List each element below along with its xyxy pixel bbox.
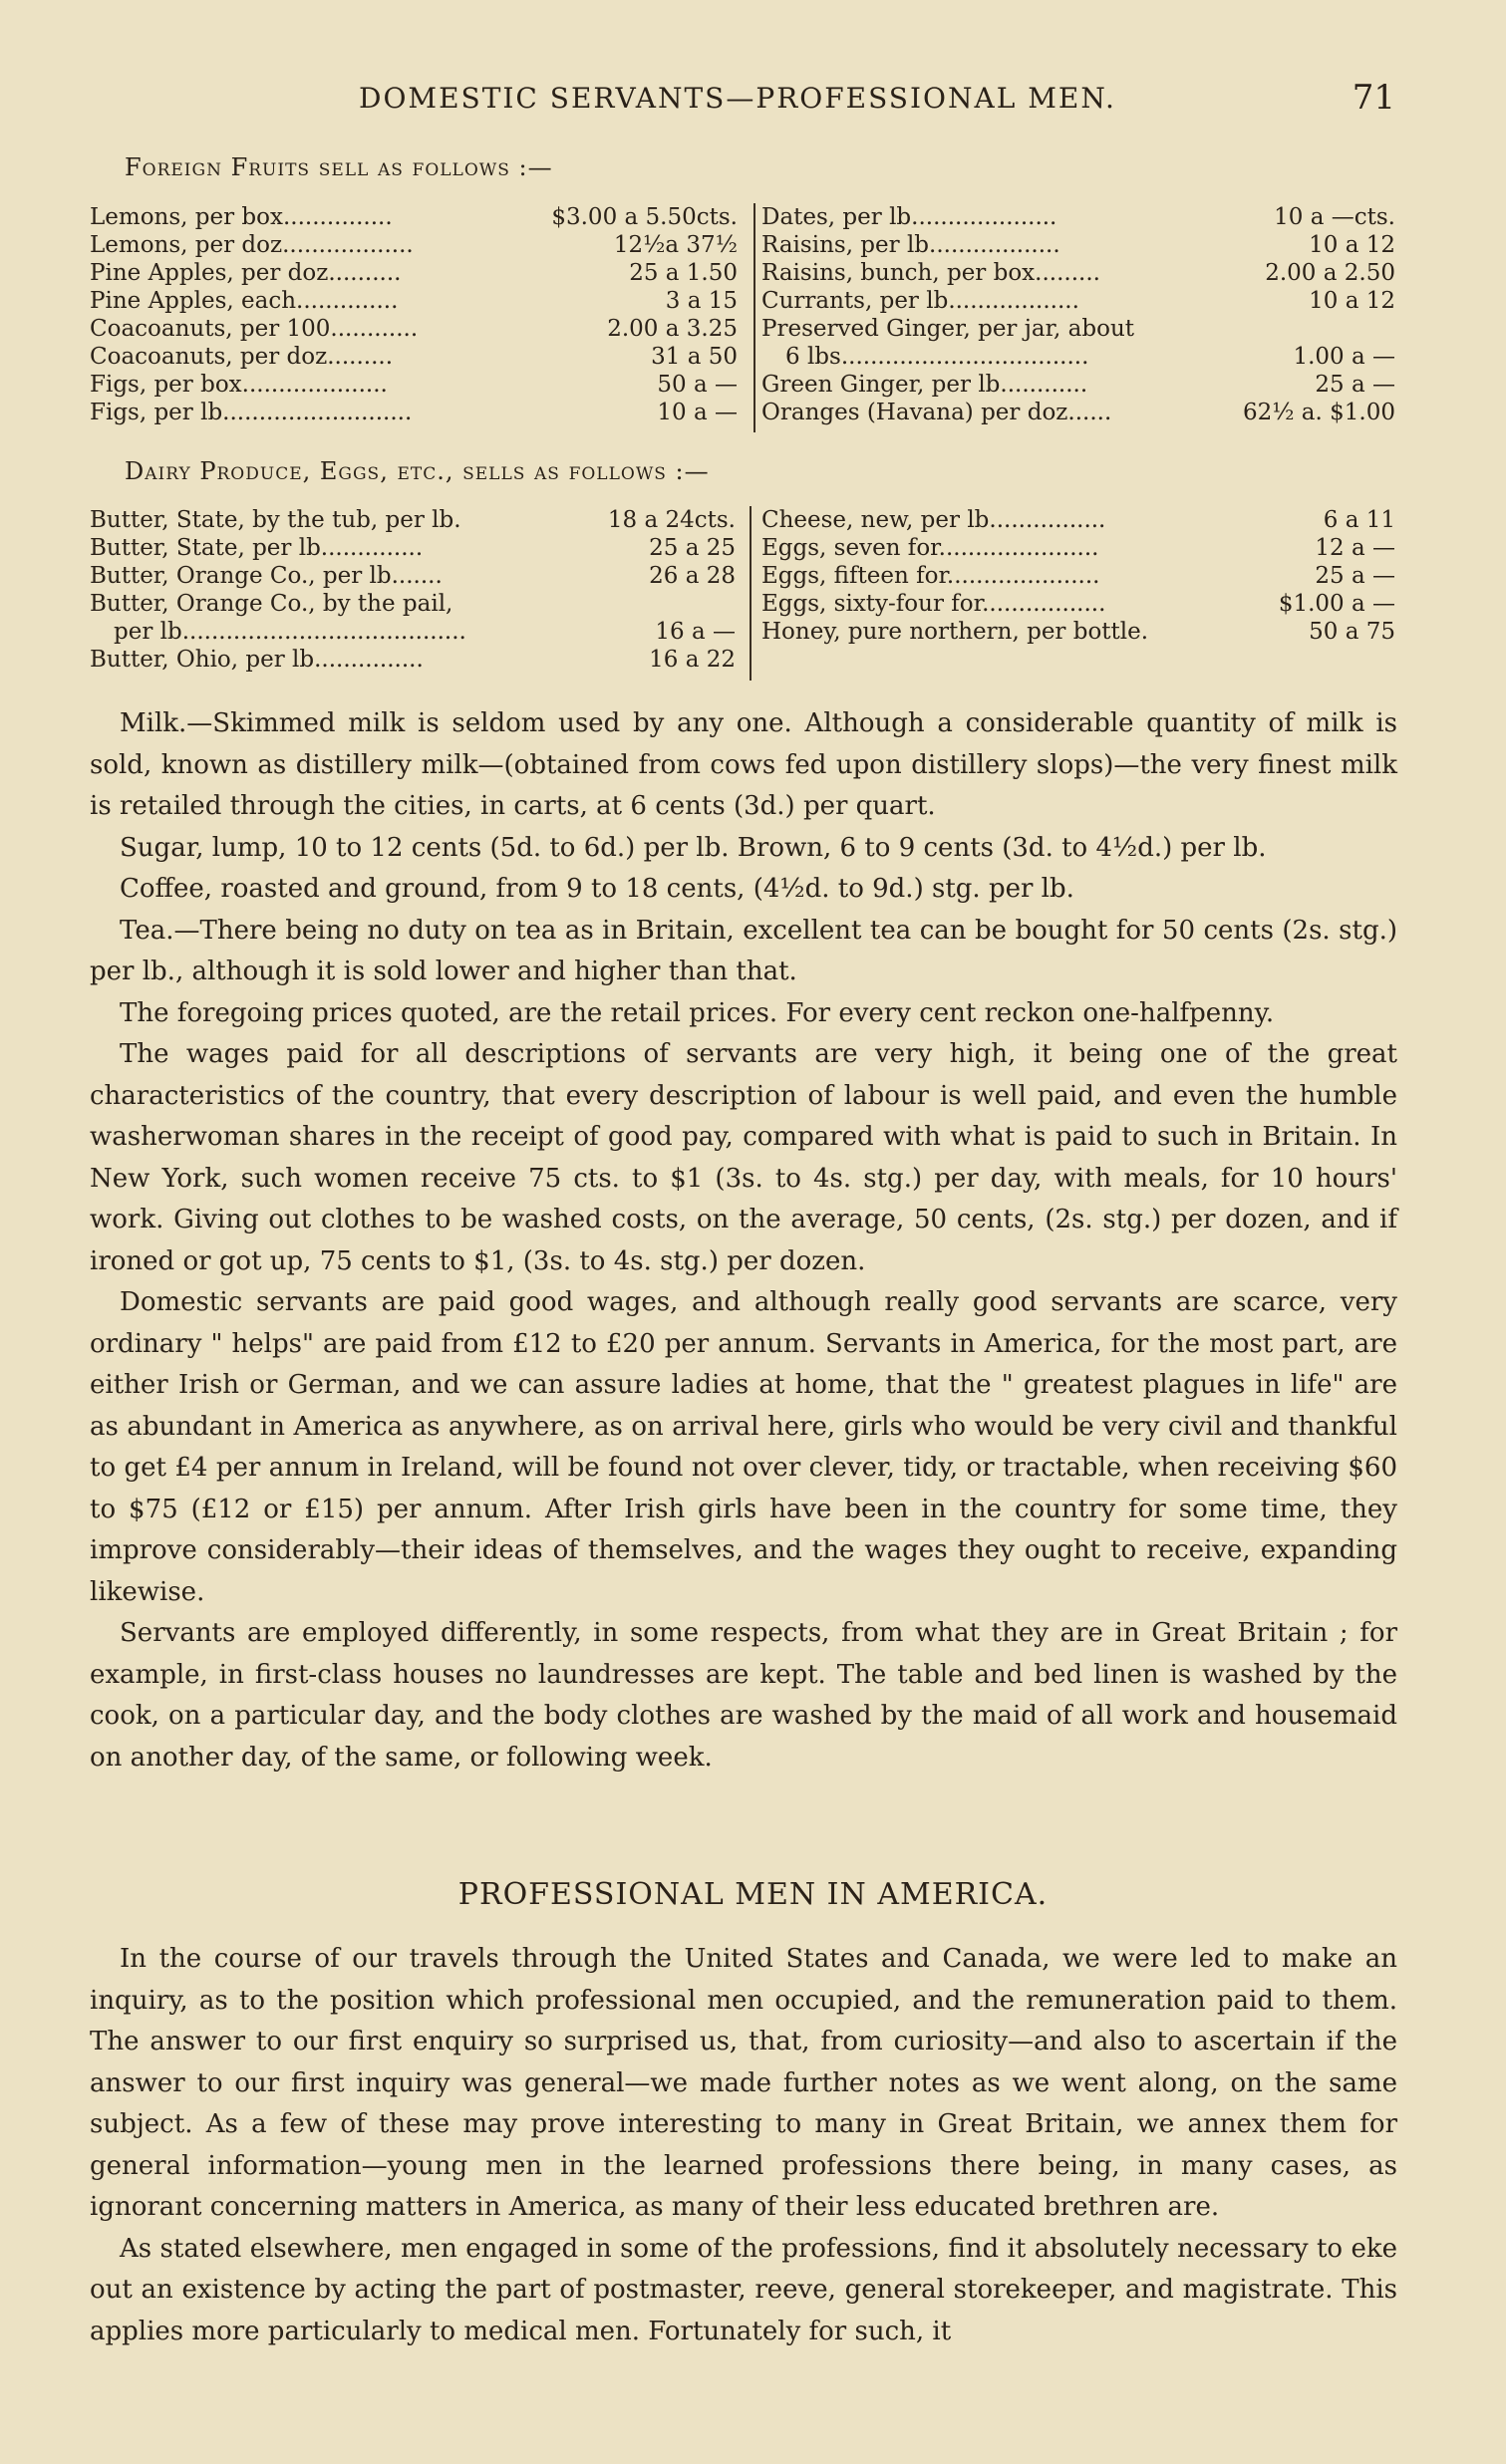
paragraph-travels: In the course of our travels through the United States and Canada, we were led to make an inquiry, as to the position which professional men occupied, and the remuneration paid to them. The answer to our first enquiry so surprised us, that, from curiosity—and also to ascertain if the answer to our first inquiry was general—we made further notes as we went along, on the same subject. As a few of these may prove interesting to many in Great Britain, we annex them for general information—young men in the learned professions there being, in many cases, as ignorant concerning matters in America, as many of their less educated brethren are. [90,1944,1397,2222]
foreign-fruits-table [90,203,1405,434]
price-row [90,231,738,259]
price-value: 3 a 15 [665,288,738,314]
paragraph-servants-employed: Servants are employed differently, in some respects, from what they are in Great Britain ; for example, in first-class houses no laundresses are kept. The table and bed linen is washed by the cook, on a particular day, and the body clothes are washed by the maid of all work and housemaid on another day, of the same, or following week. [90,1618,1397,1773]
price-row [761,590,1395,618]
main-text [90,703,1397,1779]
price-item: Pine Apples, per doz.......... [90,260,402,286]
price-item: Pine Apples, each.............. [90,288,399,314]
price-item: Butter, State, by the tub, per lb. [90,507,461,533]
price-value: 10 a — [657,400,738,425]
price-item: Butter, State, per lb.............. [90,535,424,561]
section2-text [90,1939,1397,2352]
column-divider [753,203,755,432]
price-item: Lemons, per box............... [90,204,393,230]
price-item: 6 lbs.................................. [785,344,1089,370]
price-value: 2.00 a 3.25 [607,316,738,342]
price-row [761,562,1395,590]
price-value: 50 a 75 [1309,619,1395,645]
paragraph-professions: As stated elsewhere, men engaged in some of the professions, find it absolutely necessary to eke out an existence by acting the part of postmaster, reeve, general storekeeper, and magistrate. This applies more particularly to medical men. Fortunately for such, it [90,2233,1397,2346]
price-row [90,315,738,343]
price-value: 1.00 a — [1293,344,1395,370]
price-item: Figs, per lb.......................... [90,400,413,425]
price-item: Dates, per lb.................... [761,204,1057,230]
price-row [90,646,736,674]
foreign-fruits-right-column [761,203,1395,426]
price-item: Figs, per box.................... [90,372,388,398]
price-value: 12 a — [1315,535,1395,561]
running-head: DOMESTIC SERVANTS—PROFESSIONAL MEN. [359,82,1116,115]
price-row [90,534,736,562]
price-item: per lb....................................... [114,619,466,645]
price-item: Currants, per lb.................. [761,288,1079,314]
price-value: 2.00 a 2.50 [1265,260,1395,286]
paragraph-tea: Tea.—There being no duty on tea as in Britain, excellent tea can be bought for 50 cents (2s. stg.) per lb., although it is sold lower and higher than that. [90,915,1397,986]
price-value: $3.00 a 5.50cts. [551,204,738,230]
dairy-table [90,506,1405,681]
price-row [761,506,1395,534]
page-number: 71 [1352,78,1395,118]
price-value: 62½ a. $1.00 [1242,400,1395,425]
paragraph-sugar: Sugar, lump, 10 to 12 cents (5d. to 6d.) per lb. Brown, 6 to 9 cents (3d. to 4½d.) per lb. [120,832,1267,863]
price-value: 50 a — [657,372,738,398]
price-item: Coacoanuts, per 100............ [90,316,419,342]
price-row [90,562,736,590]
price-row [761,534,1395,562]
price-item: Eggs, seven for...................... [761,535,1099,561]
price-value: 25 a — [1315,372,1395,398]
page-header [90,78,1405,128]
price-value: 12½a 37½ [613,232,738,258]
dairy-caption: Dairy Produce, Eggs, etc., sells as follows :— [125,457,710,485]
price-item: Lemons, per doz.................. [90,232,414,258]
price-row [90,287,738,315]
price-value: 6 a 11 [1323,507,1395,533]
price-row [761,259,1395,287]
paragraph-domestic-servants: Domestic servants are paid good wages, and although really good servants are scarce, very ordinary " helps" are paid from £12 to £20 per annum. Servants in America, for the most part, are either Irish or German, and we can assure ladies at home, that the " greatest plagues in life" are as abundant in America as anywhere, as on arrival here, girls who would be very civil and thankful to get £4 per annum in Ireland, will be found not over clever, tidy, or tractable, when receiving $60 to $75 (£12 or £15) per annum. After Irish girls have been in the country for some time, they improve considerably—their ideas of themselves, and the wages they ought to receive, expanding likewise. [90,1287,1397,1607]
price-value: 25 a — [1315,563,1395,589]
price-value: 18 a 24cts. [607,507,736,533]
price-value: 16 a 22 [649,647,736,673]
price-item: Cheese, new, per lb................ [761,507,1106,533]
price-item: Butter, Orange Co., by the pail, [90,591,453,617]
price-item: Preserved Ginger, per jar, about [761,316,1135,342]
section-heading: PROFESSIONAL MEN IN AMERICA. [457,1877,1049,1912]
price-row [761,203,1395,231]
price-value: 31 a 50 [651,344,738,370]
dairy-right-column [761,506,1395,646]
paragraph-wages: The wages paid for all descriptions of servants are very high, it being one of the great characteristics of the country, that every description of labour is well paid, and even the humble washerwoman shares in the receipt of good pay, compared with what is paid to such in Britain. In New York, such women receive 75 cts. to $1 (3s. to 4s. stg.) per day, with meals, for 10 hours' work. Giving out clothes to be washed costs, on the average, 50 cents, (2s. stg.) per dozen, and if ironed or got up, 75 cents to $1, (3s. to 4s. stg.) per dozen. [90,1039,1397,1276]
price-item: Eggs, fifteen for..................... [761,563,1100,589]
price-row [761,315,1395,343]
price-row [90,506,736,534]
price-row [761,399,1395,426]
price-value: 25 a 1.50 [629,260,738,286]
paragraph-milk: Milk.—Skimmed milk is seldom used by any one. Although a considerable quantity of milk is sold, known as distillery milk—(obtained from cows fed upon distillery slops)—the very finest milk is retailed through the cities, in carts, at 6 cents (3d.) per quart. [90,708,1397,821]
dairy-left-column [90,506,736,674]
price-value: 25 a 25 [649,535,736,561]
price-row [90,203,738,231]
price-row [761,618,1395,646]
price-row [90,371,738,399]
paragraph-retail-prices: The foregoing prices quoted, are the retail prices. For every cent reckon one-halfpenny. [120,997,1275,1028]
price-item: Honey, pure northern, per bottle. [761,619,1149,645]
price-item: Oranges (Havana) per doz...... [761,400,1112,425]
price-value: 10 a —cts. [1274,204,1395,230]
price-row [90,343,738,371]
paragraph-coffee: Coffee, roasted and ground, from 9 to 18 cents, (4½d. to 9d.) stg. per lb. [120,874,1074,904]
price-item: Green Ginger, per lb............ [761,372,1088,398]
price-value: 10 a 12 [1309,232,1395,258]
price-value: $1.00 a — [1278,591,1395,617]
price-item: Butter, Ohio, per lb............... [90,647,424,673]
price-item: Raisins, per lb.................. [761,232,1060,258]
price-row [90,259,738,287]
price-value: 10 a 12 [1309,288,1395,314]
foreign-fruits-caption: Foreign Fruits sell as follows :— [125,153,553,181]
price-item: Raisins, bunch, per box......... [761,260,1100,286]
price-row [761,231,1395,259]
price-item: Eggs, sixty-four for................. [761,591,1106,617]
price-value: 16 a — [655,619,736,645]
foreign-fruits-left-column [90,203,738,426]
price-row [761,343,1395,371]
price-item: Butter, Orange Co., per lb....... [90,563,443,589]
price-row [761,371,1395,399]
price-row [90,590,736,618]
price-row [761,287,1395,315]
price-item: Coacoanuts, per doz......... [90,344,394,370]
column-divider [750,506,752,681]
price-row [90,399,738,426]
price-value: 26 a 28 [649,563,736,589]
price-row [90,618,736,646]
